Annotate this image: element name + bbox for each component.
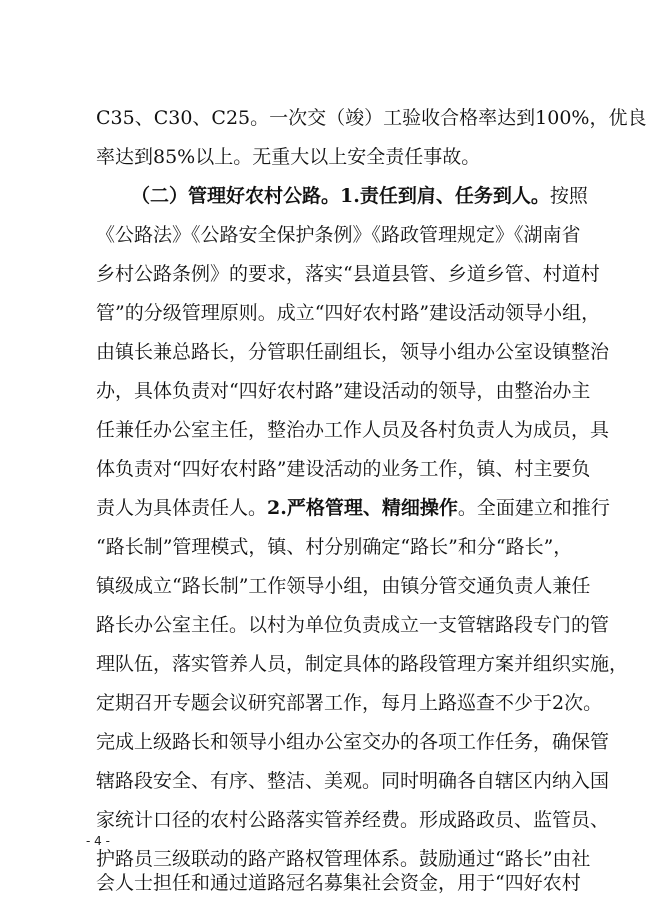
paragraph-line-7 bbox=[96, 340, 610, 364]
paragraph-line-16 bbox=[96, 691, 603, 715]
line-text: 辖路段安全、有序、整洁、美观。同时明确各自辖区内纳入国 bbox=[96, 770, 610, 792]
paragraph-line-18 bbox=[96, 769, 610, 793]
paragraph-line-14 bbox=[96, 613, 610, 637]
line-text: 任兼任办公室主任，整治办工作人员及各村负责人为成员，具 bbox=[96, 419, 610, 441]
line-text: 由镇长兼总路长，分管职任副组长，领导小组办公室设镇整治 bbox=[96, 341, 610, 363]
line-text: 护路员三级联动的路产路权管理体系。鼓励通过“路长”由社 bbox=[96, 848, 591, 870]
line-text: 定期召开专题会议研究部署工作，每月上路巡查不少于2次。 bbox=[96, 692, 603, 714]
line-text: 《公路法》《公路安全保护条例》《路政管理规定》《湖南省 bbox=[96, 224, 581, 246]
line-text: 会人士担任和通过道路冠名募集社会资金，用于“四好农村 bbox=[96, 872, 581, 894]
paragraph-line-12 bbox=[96, 535, 573, 559]
line-text: 按照 bbox=[549, 185, 588, 207]
section-heading-line bbox=[131, 184, 588, 208]
paragraph-line-13 bbox=[96, 574, 591, 598]
line-text: 镇级成立“路长制”工作领导小组，由镇分管交通负责人兼任 bbox=[96, 575, 591, 597]
paragraph-line-15 bbox=[96, 652, 629, 676]
subheading: 2.严格管理、精细操作 bbox=[267, 497, 458, 519]
paragraph-line-19 bbox=[96, 808, 610, 832]
line-text: C35、C30、C25。一次交（竣）工验收合格率达到100%，优良 bbox=[96, 107, 646, 129]
paragraph-line-1 bbox=[96, 106, 646, 130]
line-text: 家统计口径的农村公路落实管养经费。形成路政员、监管员、 bbox=[96, 809, 610, 831]
paragraph-line-10 bbox=[96, 457, 591, 481]
paragraph-line-9 bbox=[96, 418, 610, 442]
line-text: 办，具体负责对“四好农村路”建设活动的领导，由整治办主 bbox=[96, 380, 591, 402]
line-text: “路长制”管理模式，镇、村分别确定“路长”和分“路长”， bbox=[96, 536, 573, 558]
line-text: 路长办公室主任。以村为单位负责成立一支管辖路段专门的管 bbox=[96, 614, 610, 636]
paragraph-line-17 bbox=[96, 730, 610, 754]
page-number: - 4 - bbox=[86, 834, 110, 848]
line-text: 责人为具体责任人。 bbox=[96, 497, 268, 519]
section-heading: （二）管理好农村公路。1.责任到肩、任务到人。 bbox=[131, 185, 550, 207]
line-text: 管”的分级管理原则。成立“四好农村路”建设活动领导小组， bbox=[96, 302, 601, 324]
paragraph-line-11 bbox=[96, 496, 610, 520]
line-text: 乡村公路条例》的要求，落实“县道县管、乡道乡管、村道村 bbox=[96, 263, 600, 285]
paragraph-line-6 bbox=[96, 301, 601, 325]
line-text: 体负责对“四好农村路”建设活动的业务工作，镇、村主要负 bbox=[96, 458, 591, 480]
paragraph-line-20 bbox=[96, 847, 591, 871]
paragraph-line-5 bbox=[96, 262, 600, 286]
paragraph-line-4 bbox=[96, 223, 581, 247]
line-text: 。全面建立和推行 bbox=[457, 497, 610, 519]
line-text: 完成上级路长和领导小组办公室交办的各项工作任务，确保管 bbox=[96, 731, 610, 753]
line-text: 率达到85%以上。无重大以上安全责任事故。 bbox=[96, 146, 481, 168]
paragraph-line-8 bbox=[96, 379, 591, 403]
line-text: 理队伍，落实管养人员，制定具体的路段管理方案并组织实施， bbox=[96, 653, 629, 675]
paragraph-line-21 bbox=[96, 871, 581, 895]
paragraph-line-2 bbox=[96, 145, 550, 169]
